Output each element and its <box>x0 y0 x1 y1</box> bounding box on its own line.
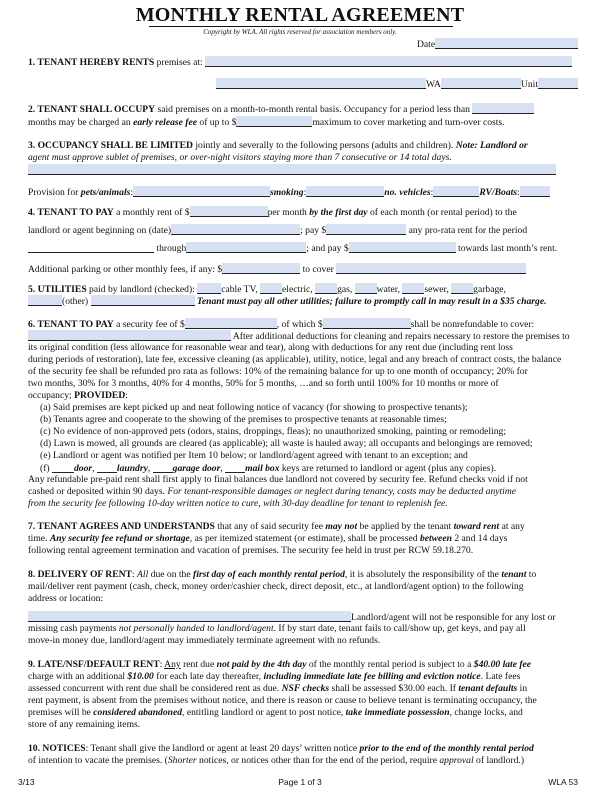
text: : <box>430 187 434 198</box>
text: mail box <box>245 463 280 474</box>
unit-field[interactable] <box>538 78 578 89</box>
text: : <box>159 659 165 670</box>
section-3-lead: 3. OCCUPANCY SHALL BE LIMITED <box>28 140 193 151</box>
text: of landlord.) <box>473 755 525 766</box>
garage-keys-field[interactable] <box>153 462 173 473</box>
section-4-line-1 <box>28 206 517 218</box>
text: toward rent <box>453 521 500 532</box>
text: in <box>517 683 528 694</box>
min-period-field[interactable] <box>472 103 534 114</box>
text: garbage, <box>473 284 506 295</box>
condition-c: (c) No evidence of non-approved pets (odors, stains, droppings, fleas); no unauthorized smoking, painting or remodeling; <box>40 426 506 437</box>
section-4-line-4 <box>28 263 526 275</box>
section-1-text: premises at: <box>154 57 206 68</box>
other-utility-field[interactable] <box>91 295 195 306</box>
section-5-line-1 <box>28 283 506 295</box>
text: for each late day thereafter, <box>153 671 264 682</box>
section-7-lead: 7. TENANT AGREES AND UNDERSTANDS <box>28 521 215 532</box>
section-9-line-1 <box>28 659 531 670</box>
text: landlord or agent beginning on (date) <box>28 225 172 236</box>
text: missing cash payments <box>28 623 119 634</box>
footer-form-id: WLA 53 <box>548 777 578 787</box>
document-title: MONTHLY RENTAL AGREEMENT <box>135 4 465 26</box>
section-6-refund-3 <box>28 498 448 509</box>
section-3-provisions <box>28 186 550 198</box>
date-row <box>417 38 578 50</box>
text: early release fee <box>133 117 197 128</box>
text: (other) <box>62 296 91 307</box>
text: shall be assessed $30.00 each. If <box>329 683 459 694</box>
text: not personally handed to landlord/agent <box>118 623 274 634</box>
text: ; and pay $ <box>306 243 349 254</box>
text: NSF checks <box>281 683 330 694</box>
section-8-lead: 8. DELIVERY OF RENT <box>28 569 132 580</box>
text: $10.00 <box>127 671 154 682</box>
pets-field[interactable] <box>133 186 270 197</box>
text: that any of said security fee <box>214 521 326 532</box>
text: shall be nonrefundable to cover: <box>410 319 535 330</box>
text: Any security fee refund or shortage <box>49 533 190 544</box>
text: a security fee of $ <box>113 319 185 330</box>
section-10-line-2 <box>28 755 524 766</box>
city-field[interactable] <box>216 78 426 89</box>
section-8-line-1 <box>28 569 536 580</box>
text: by the first day <box>309 207 368 218</box>
cable-tv-check[interactable] <box>197 283 221 294</box>
text: paid by landlord (checked): <box>86 284 198 295</box>
text: , change locks, and <box>449 707 523 718</box>
condition-e: (e) Landlord or agent was notified per Item 10 below; or landlord/agent agreed with tenant to an exception; and <box>40 450 468 461</box>
footer-page-number: Page 1 of 3 <box>278 777 322 787</box>
title-underline <box>149 26 453 27</box>
text: considered abandoned <box>93 707 183 718</box>
text: : <box>517 187 520 198</box>
text: . Late fees <box>480 671 521 682</box>
condition-b: (b) Tenants agree and cooperate to the showing of the premises to prospective tenants at reasonable times; <box>40 414 447 425</box>
text: of up to $ <box>197 117 237 128</box>
text: any pro-rata rent for the period <box>406 225 528 236</box>
section-9-line-3 <box>28 683 527 694</box>
text: Tenant must pay all other utilities; failure to promptly call in may result in a $35 charge. <box>196 296 547 307</box>
section-6-line-4: during periods of restoration), late fee, excessive cleaning (as applicable), utility, notice, legal and any breach of contract costs, the balance <box>28 354 562 365</box>
text: . If by start date, tenant fails to call/show up, get keys, and pay all <box>273 623 526 634</box>
section-10-lead: 10. NOTICES <box>28 743 86 754</box>
section-3-line-1 <box>28 140 528 151</box>
text: sewer, <box>424 284 452 295</box>
text: Any <box>164 659 181 670</box>
early-release-fee-field[interactable] <box>236 116 312 127</box>
text: charge with an additional <box>28 671 128 682</box>
date-field[interactable] <box>435 38 578 49</box>
section-10-line-1 <box>28 743 534 754</box>
text: For tenant-responsible damages or neglect during tenancy, costs may be deducted anytime <box>167 486 517 497</box>
other-utility-check[interactable] <box>28 295 62 306</box>
section-4-lead: 4. TENANT TO PAY <box>28 207 114 218</box>
text: a monthly rent of $ <box>113 207 190 218</box>
section-6-line-3: its original condition (less allowance for reasonable wear and tear), along with deductions for any rent due (including rent loss <box>28 342 513 353</box>
text: at any <box>499 521 525 532</box>
text: water, <box>376 284 403 295</box>
section-6-line-1 <box>28 318 534 330</box>
section-9-line-6: store of any remaining items. <box>28 719 141 730</box>
text: of each month (or rental period) to the <box>367 207 517 218</box>
section-1-lead: 1. TENANT HEREBY RENTS <box>28 57 155 68</box>
text: : <box>125 390 128 401</box>
section-9-lead: 9. LATE/NSF/DEFAULT RENT <box>28 659 160 670</box>
section-9-line-5 <box>28 707 523 718</box>
section-2-lead: 2. TENANT SHALL OCCUPY <box>28 104 156 115</box>
section-8-line-2: mail/deliver rent payment (cash, check, money order/cashier check, direct deposit, etc., at landlord/agent option) to the following <box>28 581 524 592</box>
text: Provision for <box>28 187 81 198</box>
vehicles-field[interactable] <box>430 186 479 198</box>
section-7-line-1 <box>28 521 525 532</box>
text: may not <box>325 521 358 532</box>
text: Shorter <box>167 755 197 766</box>
text: gas, <box>337 284 355 295</box>
sewer-check[interactable] <box>402 283 424 294</box>
section-9-line-2 <box>28 671 520 682</box>
section-4-line-3 <box>28 242 557 254</box>
section-8-line-3: address or location: <box>28 593 104 604</box>
condition-d: (d) Lawn is mowed, all grounds are cleared (as applicable); all waste is hauled away; all occupants and belongings are removed; <box>40 438 533 449</box>
gas-check[interactable] <box>315 283 337 294</box>
text: (f) <box>40 463 52 474</box>
last-month-rent-field[interactable] <box>349 242 456 253</box>
text: per month <box>267 207 310 218</box>
text: electric, <box>282 284 316 295</box>
section-8-line-6: move-in money due, landlord/agent may immediately terminate agreement with no refunds. <box>28 635 381 646</box>
water-check[interactable] <box>355 283 377 294</box>
section-6-line-7 <box>28 390 128 401</box>
section-6-line-5: of the security fee shall be refunded pro rata as follows: 10% of the remaining balance for up to one month of occupancy; 20% for <box>28 366 528 377</box>
text: to <box>526 569 537 580</box>
text: All <box>137 569 149 580</box>
text: of the monthly rental period is subject to a <box>306 659 474 670</box>
section-8-line-5 <box>28 623 526 634</box>
text: including immediate late fee billing and eviction notice <box>263 671 481 682</box>
text: After additional deductions for cleaning and repairs necessary to restore the premises to <box>232 331 570 342</box>
additional-fees-field[interactable] <box>222 263 300 274</box>
text: 2 and 14 days <box>451 533 508 544</box>
text: from the security fee following 10-day written notice to cure, with 30-day deadline for tenant to replenish fee. <box>28 498 448 509</box>
text: tenant <box>501 569 527 580</box>
text: no. vehicles <box>384 187 431 198</box>
text: months may be charged an <box>28 117 134 128</box>
section-1-line-1 <box>28 56 572 68</box>
text: garage door <box>172 463 221 474</box>
text: ; pay $ <box>300 225 327 236</box>
section-5-line-2 <box>28 295 547 307</box>
text: occupancy; <box>28 390 75 401</box>
footer-date: 3/13 <box>18 777 35 787</box>
text: take immediate possession <box>345 707 450 718</box>
section-6-line-6: two months, 30% for 3 months, 40% for 4 months, 50% for 5 months, …and so forth until 100% for 10 months or more of <box>28 378 499 389</box>
text: laundry <box>116 463 148 474</box>
door-keys-field[interactable] <box>52 462 74 473</box>
delivery-address-field[interactable] <box>28 611 351 622</box>
prorata-from-field[interactable] <box>28 242 154 253</box>
text: not paid by the 4th day <box>216 659 307 670</box>
text: to cover <box>300 264 334 275</box>
copyright-notice: Copyright by WLA. All rights reserved for association members only. <box>203 28 397 36</box>
section-4-line-2 <box>28 224 527 236</box>
prorata-amount-field[interactable] <box>326 224 406 235</box>
electric-check[interactable] <box>260 283 282 294</box>
text: between <box>419 533 452 544</box>
text: approval <box>439 755 474 766</box>
text: : Tenant shall give the landlord or agent at least 20 days’ written notice <box>85 743 360 754</box>
section-3-occupants <box>28 164 556 176</box>
text: pets/animals <box>80 187 131 198</box>
condition-f: (f) door, laundry, garage door, mail box keys are returned to landlord or agent (plus any copies). <box>40 463 497 474</box>
text: , entitling landlord or agent to post notice, <box>182 707 346 718</box>
text: keys are returned to landlord or agent (plus any copies). <box>279 463 497 474</box>
section-6-line-2 <box>28 330 570 342</box>
condition-a: (a) Said premises are kept picked up and neat following notice of vacancy (for showing to prospective tenants); <box>40 402 468 413</box>
text: , as per itemized statement (or estimate), shall be processed <box>189 533 420 544</box>
section-3-line-2 <box>28 152 452 163</box>
section-7-line-2 <box>28 533 507 544</box>
text: prior to the end of the monthly rental period <box>359 743 534 754</box>
text: Additional parking or other monthly fees, if any: $ <box>28 264 223 275</box>
rv-boats-field[interactable] <box>520 186 550 197</box>
unit-label: Unit <box>520 79 538 90</box>
text: notices, or notices other than for the end of the period, require <box>196 755 440 766</box>
date-label: Date <box>417 39 436 50</box>
text: premises will be <box>28 707 94 718</box>
section-6-refund-2 <box>28 486 516 497</box>
security-fee-field[interactable] <box>185 318 277 329</box>
text: cashed or deposited within 90 days. <box>28 486 168 497</box>
text: cable TV, <box>221 284 261 295</box>
text: door <box>73 463 93 474</box>
start-date-field[interactable] <box>171 224 300 235</box>
section-2-line-2 <box>28 116 505 128</box>
text: $40.00 late fee <box>473 659 532 670</box>
text: tenant defaults <box>458 683 518 694</box>
text: assessed concurrent with rent due shall be considered rent as due. <box>28 683 282 694</box>
section-9-line-4: rent payment, is absent from the premises without notice, and there is reason or cause to believe tenant is terminating occupancy, the <box>28 695 537 706</box>
section-1-line-2 <box>216 78 578 90</box>
laundry-keys-field[interactable] <box>97 462 117 473</box>
text: , it is absolutely the responsibility of the <box>344 569 502 580</box>
nonrefundable-purpose-field[interactable] <box>28 330 231 341</box>
monthly-rent-field[interactable] <box>190 206 268 217</box>
text: : <box>131 569 138 580</box>
text: of intention to vacate the premises. ( <box>28 755 168 766</box>
text: towards last month’s rent. <box>455 243 558 254</box>
text: smoking <box>270 187 304 198</box>
text: be applied by the tenant <box>357 521 454 532</box>
state-label: WA <box>426 79 441 90</box>
text: jointly and severally to the following persons (adults and children). <box>192 140 456 151</box>
smoking-field[interactable] <box>303 186 384 198</box>
prorata-through-field[interactable] <box>186 242 306 253</box>
text: rent due <box>180 659 217 670</box>
zip-field[interactable] <box>441 78 521 89</box>
text: agent must approve sublet of premises, or over-night visitors staying more than 7 consecutive or 14 total days. <box>28 152 452 163</box>
occupants-field[interactable] <box>28 164 556 175</box>
text: time. <box>28 533 50 544</box>
mailbox-keys-field[interactable] <box>225 462 245 473</box>
fees-cover-field[interactable] <box>336 263 526 274</box>
section-8-line-4 <box>28 611 556 623</box>
text: Note: Landlord or <box>455 140 528 151</box>
text: : <box>130 187 134 198</box>
text: Landlord/agent will not be responsible for any lost or <box>351 612 556 623</box>
text: : <box>303 187 307 198</box>
text: , of which $ <box>276 319 323 330</box>
section-2-text: said premises on a month-to-month rental basis. Occupancy for a period less than <box>155 104 470 115</box>
text: through <box>156 243 187 254</box>
premises-address-field[interactable] <box>205 56 572 67</box>
garbage-check[interactable] <box>451 283 473 294</box>
text: PROVIDED <box>74 390 126 401</box>
text: RV/Boats <box>479 187 518 198</box>
section-5-lead: 5. UTILITIES <box>28 284 87 295</box>
text: due on the <box>148 569 194 580</box>
nonrefundable-field[interactable] <box>323 318 411 329</box>
text: maximum to cover marketing and turn-over costs. <box>312 117 505 128</box>
section-7-line-3: following rental agreement termination and vacation of premises. The security fee held in trust per RCW 59.18.270. <box>28 545 474 556</box>
section-6-refund-1: Any refundable pre-paid rent shall first apply to final balances due landlord not covered by security fee. Refund checks void if not <box>28 474 528 485</box>
section-6-lead: 6. TENANT TO PAY <box>28 319 114 330</box>
text: first day of each monthly rental period <box>193 569 345 580</box>
section-2-line-1 <box>28 103 534 115</box>
